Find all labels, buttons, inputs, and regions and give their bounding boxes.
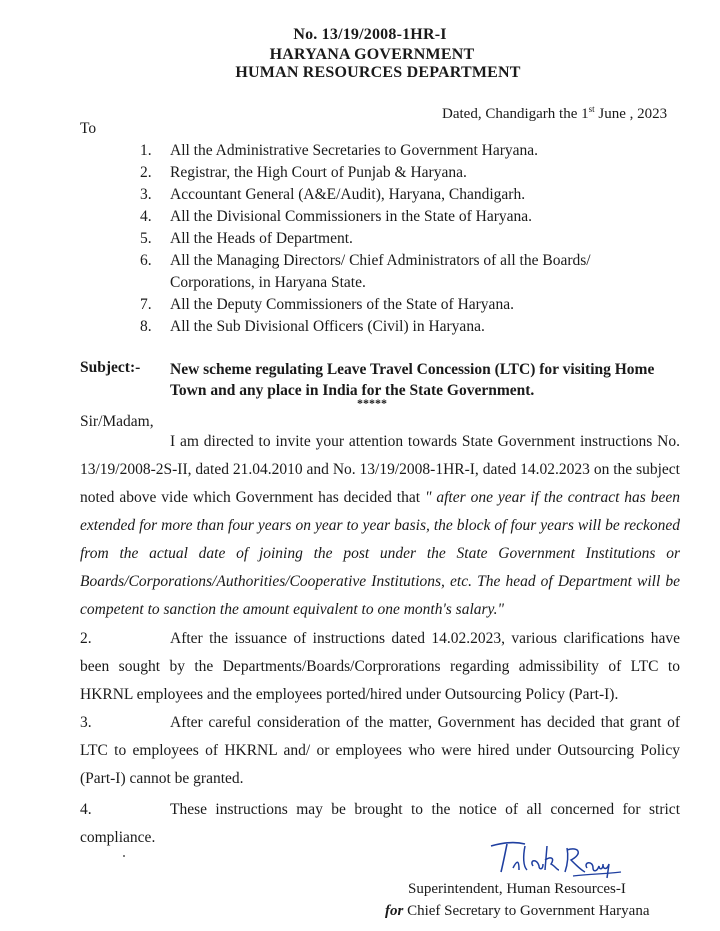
paragraph-1-quote: " after one year if the contract has been extended for more than four years on year to year basis, the block of four years will be reckoned from the actual date of joining the post under the State Government Institutions or Boards/Corporations/Authorities/Cooperative Institutions, etc. The head of Department will be competent to sanction the amount equivalent to one month's salary." <box>80 489 681 618</box>
salutation: Sir/Madam, <box>80 413 154 430</box>
date-line <box>442 104 667 123</box>
subject-label: Subject:- <box>80 359 141 376</box>
date-rest: June , 2023 <box>594 106 668 122</box>
list-item-number: 2. <box>140 164 152 181</box>
list-item <box>140 294 660 316</box>
government-name: HARYANA GOVERNMENT <box>269 46 475 63</box>
list-item-number: 1. <box>140 142 152 159</box>
list-item <box>140 162 660 184</box>
paragraph-3-number: 3. <box>80 714 92 731</box>
date-suffix: st <box>588 104 595 114</box>
paragraph-1 <box>80 428 680 624</box>
list-item-text: All the Divisional Commissioners in the State of Haryana. <box>170 208 533 225</box>
paragraph-3-text: After careful consideration of the matter, Government has decided that grant of LTC to employees of HKRNL and/ or employees who were hired under Outsourcing Policy (Part-I) cannot be granted. <box>80 714 680 787</box>
signatory-for-line <box>385 903 650 920</box>
stray-mark <box>123 855 125 857</box>
list-item-number: 5. <box>140 230 152 247</box>
letter-number: No. 13/19/2008-1HR-I <box>293 26 447 43</box>
list-item-number: 4. <box>140 208 152 225</box>
for-word: for <box>385 903 404 919</box>
list-item-text: Accountant General (A&E/Audit), Haryana, Chandigarh. <box>170 186 526 203</box>
list-item-number: 7. <box>140 296 152 313</box>
list-item-text: All the Deputy Commissioners of the State of Haryana. <box>170 296 514 313</box>
list-item-number: 8. <box>140 318 152 335</box>
paragraph-3 <box>80 709 680 793</box>
signatory-role: Superintendent, Human Resources-I <box>408 881 626 897</box>
handwritten-signature <box>485 838 625 882</box>
paragraph-4-text: These instructions may be brought to the notice of all concerned for strict compliance. <box>80 801 680 846</box>
paragraph-1-intro: I am directed to invite your attention towards State Government instructions No. 13/19/2008-2S-II, dated 21.04.2010 and No. 13/19/2008-1HR-I, dated 14.02.2023 on the subject noted above vide which Government has decided that <box>80 433 680 506</box>
department-name: HUMAN RESOURCES DEPARTMENT <box>235 64 521 81</box>
list-item-number: 3. <box>140 186 152 203</box>
paragraph-2-number: 2. <box>80 630 92 647</box>
list-item-number: 6. <box>140 252 152 269</box>
list-item-text: All the Administrative Secretaries to Government Haryana. <box>170 142 539 159</box>
for-rest: Chief Secretary to Government Haryana <box>403 903 650 919</box>
list-item <box>140 140 660 162</box>
list-item-text: Registrar, the High Court of Punjab & Haryana. <box>170 164 467 181</box>
subject-text: New scheme regulating Leave Travel Concession (LTC) for visiting Home Town and any place in India for the State Government. <box>170 361 655 399</box>
paragraph-2 <box>80 625 680 709</box>
list-item-text: All the Sub Divisional Officers (Civil) in Haryana. <box>170 318 485 335</box>
list-item-text: All the Managing Directors/ Chief Administrators of all the Boards/ Corporations, in Haryana State. <box>170 252 591 291</box>
list-item <box>140 206 660 228</box>
list-item <box>140 184 660 206</box>
list-item-text: All the Heads of Department. <box>170 230 353 247</box>
date-prefix: Dated, Chandigarh the 1 <box>442 106 589 122</box>
to-label: To <box>80 120 97 137</box>
paragraph-4-number: 4. <box>80 801 92 818</box>
list-item <box>140 316 660 338</box>
subject-separator: ***** <box>357 396 387 410</box>
recipient-list <box>140 140 660 338</box>
list-item <box>140 250 660 294</box>
paragraph-2-text: After the issuance of instructions dated 14.02.2023, various clarifications have been sought by the Departments/Boards/Corprorations regarding admissibility of LTC to HKRNL employees and the employees ported/hired under Outsourcing Policy (Part-I). <box>80 630 680 703</box>
list-item <box>140 228 660 250</box>
